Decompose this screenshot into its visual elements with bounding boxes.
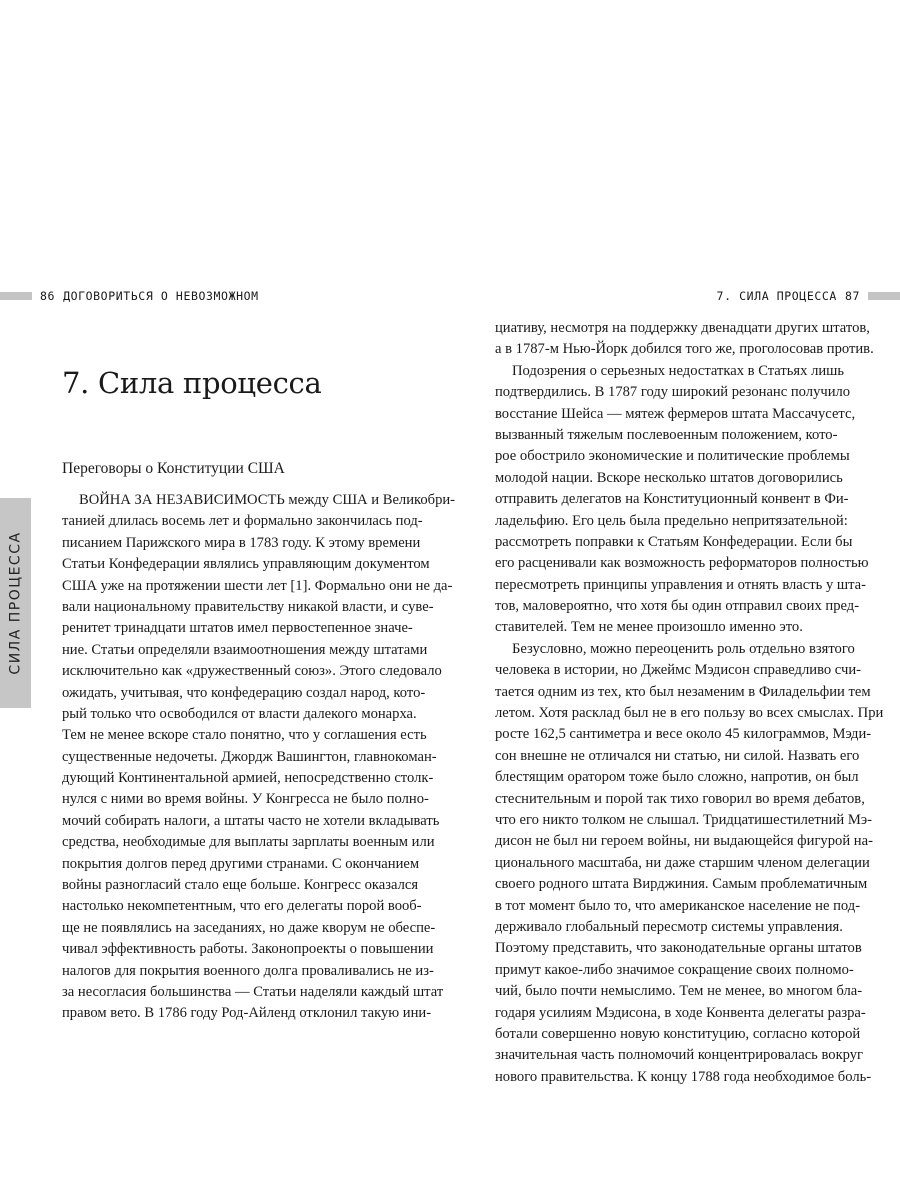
text-line: ние. Статьи определяли взаимоотношения между штатами — [62, 641, 428, 658]
text-line: нулся с ними во время войны. У Конгресса не было полно- — [62, 791, 429, 808]
text-line: своего родного штата Вирджиния. Самым проблематичным — [495, 876, 868, 893]
text-line: настолько некомпетентным, что его делегаты порой вооб- — [62, 898, 422, 915]
right-page-number: 87 — [844, 289, 860, 303]
text-line: ладельфию. Его цель была предельно непритязательной: — [495, 512, 848, 529]
left-running-head-text — [40, 289, 259, 303]
text-line: чивал эффективность работы. Законопроекты о повышении — [62, 941, 434, 958]
left-page-number: 86 — [40, 289, 56, 303]
right-running-head — [717, 289, 900, 303]
running-head-bar — [0, 292, 32, 300]
text-line: мочий собирать налоги, а штаты часто не хотели вкладывать — [62, 812, 440, 829]
text-line: танией длилась восемь лет и формально закончилась под- — [62, 513, 423, 530]
text-line: его расценивали как возможность реформаторов полностью — [495, 555, 869, 572]
book-title: ДОГОВОРИТЬСЯ О НЕВОЗМОЖНОМ — [63, 289, 259, 303]
text-line: молодой нации. Вскоре несколько штатов договорились — [495, 469, 843, 486]
text-line: вызванный тяжелым послевоенным положением, кото- — [495, 426, 838, 443]
text-line: Подозрения о серьезных недостатках в Статьях лишь — [512, 362, 845, 379]
text-line: за несогласия большинства — Статьи наделяли каждый штат — [62, 983, 444, 1000]
right-body-text — [495, 318, 884, 1088]
text-line: покрытия долгов перед другими странами. С окончанием — [62, 855, 420, 872]
text-line: вали национальному правительству никакой власти, и суве- — [62, 598, 434, 615]
chapter-running-title: 7. СИЛА ПРОЦЕССА — [716, 289, 837, 303]
text-line: налогов для покрытия военного долга проваливались не из- — [62, 962, 434, 979]
text-line: Тем не менее вскоре стало понятно, что у соглашения есть — [62, 727, 427, 744]
text-line: существенные недочеты. Джордж Вашингтон, главнокоман- — [62, 748, 437, 765]
text-line: исключительно как «дружественный союз». Этого следовало — [62, 663, 442, 680]
text-line: дующий Континентальной армией, непосредственно столк- — [62, 770, 434, 787]
text-line: блестящим оратором тоже было сложно, напротив, он был — [495, 769, 859, 786]
chapter-title: 7. Сила процесса — [62, 366, 322, 400]
text-line: США уже на протяжении шести лет [1]. Формально они не да- — [62, 577, 453, 594]
left-body-text — [62, 490, 456, 1025]
text-line: дисон не был ни героем войны, ни выдающейся фигурой на- — [495, 833, 873, 850]
side-tab-label: СИЛА ПРОЦЕССА — [7, 531, 24, 675]
text-line: ожидать, учитывая, что конфедерацию создал народ, кото- — [62, 684, 426, 701]
text-line: рое обострило экономические и политические проблемы — [495, 448, 850, 465]
text-line: летом. Хотя расклад был не в его пользу во всех смыслах. При — [495, 705, 884, 722]
text-line: пересмотреть принципы управления и отнять власть у шта- — [495, 576, 867, 593]
left-running-head — [0, 289, 259, 303]
text-line: правом вето. В 1786 году Род-Айленд отклонил такую ини- — [62, 1005, 432, 1022]
running-head-bar — [868, 292, 900, 300]
text-line: примут какое-либо значимое сокращение своих полномо- — [495, 961, 854, 978]
paragraph — [495, 318, 874, 361]
text-line: стеснительным и порой так тихо говорил во время дебатов, — [495, 790, 865, 807]
text-line: держивало глобальный пересмотр системы управления. — [495, 918, 843, 935]
text-line: Безусловно, можно переоценить роль отдельно взятого — [512, 640, 855, 657]
text-line: циативу, несмотря на поддержку двенадцати других штатов, — [495, 320, 870, 336]
paragraph — [495, 361, 869, 639]
text-line: средства, необходимые для выплаты зарплаты военным или — [62, 834, 435, 851]
text-line: войны разногласий стало еще больше. Конгресс оказался — [62, 877, 419, 894]
right-running-head-text — [717, 289, 860, 303]
text-line: годаря усилиям Мэдисона, в ходе Конвента делегаты разра- — [495, 1004, 866, 1021]
text-line: ботали совершенно новую конституцию, согласно которой — [495, 1025, 861, 1042]
text-line: тов, маловероятно, что хотя бы один отправил своих пред- — [495, 598, 860, 615]
text-line: писанием Парижского мира в 1783 году. К этому времени — [62, 534, 421, 551]
section-title: Переговоры о Конституции США — [62, 460, 285, 477]
text-line: рассмотреть поправки к Статьям Конфедерации. Если бы — [495, 533, 853, 550]
text-line: отправить делегатов на Конституционный конвент в Фи- — [495, 491, 849, 508]
text-line: человека в истории, но Джеймс Мэдисон справедливо счи- — [495, 662, 861, 679]
text-line: ставителей. Тем не менее произошло именно это. — [495, 619, 803, 636]
text-line: чий, было почти немыслимо. Тем не менее, во многом бла- — [495, 983, 863, 1000]
text-line: тается одним из тех, кто был незаменим в Филадельфии тем — [495, 683, 871, 700]
text-line: Поэтому представить, что законодательные органы штатов — [495, 940, 862, 957]
text-line: подтвердились. В 1787 году широкий резонанс получило — [495, 384, 851, 401]
text-line: а в 1787-м Нью-Йорк добился того же, проголосовав против. — [495, 341, 874, 358]
text-line: восстание Шейса — мятеж фермеров штата Массачусетс, — [495, 405, 856, 422]
text-line: росте 162,5 сантиметра и весе около 45 килограммов, Мэди- — [495, 726, 872, 743]
text-line: ренитет тринадцати штатов имел первостепенное значе- — [62, 620, 413, 637]
chapter-side-tab — [0, 498, 31, 708]
text-line: что его никто толком не слышал. Тридцатишестилетний Мэ- — [495, 811, 872, 828]
text-line: рый только что освободился от власти далекого монарха. — [62, 705, 417, 722]
text-line: сон внешне не отличался ни статью, ни силой. Назвать его — [495, 747, 860, 764]
text-line: ционального масштаба, ни даже старшим членом делегации — [495, 854, 870, 871]
text-line: Статьи Конфедерации являлись управляющим документом — [62, 556, 430, 573]
paragraph — [62, 490, 456, 1025]
text-line: ще не появлялись на заседаниях, но даже кворум не обеспе- — [62, 919, 436, 936]
text-line: нового правительства. К концу 1788 года необходимое боль- — [495, 1068, 872, 1085]
text-line: в тот момент было то, что американское население не под- — [495, 897, 861, 914]
text-line: значительная часть полномочий концентрировалась вокруг — [495, 1047, 864, 1064]
text-line: ВОЙНА ЗА НЕЗАВИСИМОСТЬ между США и Великобри- — [79, 492, 456, 508]
paragraph — [495, 639, 884, 1088]
